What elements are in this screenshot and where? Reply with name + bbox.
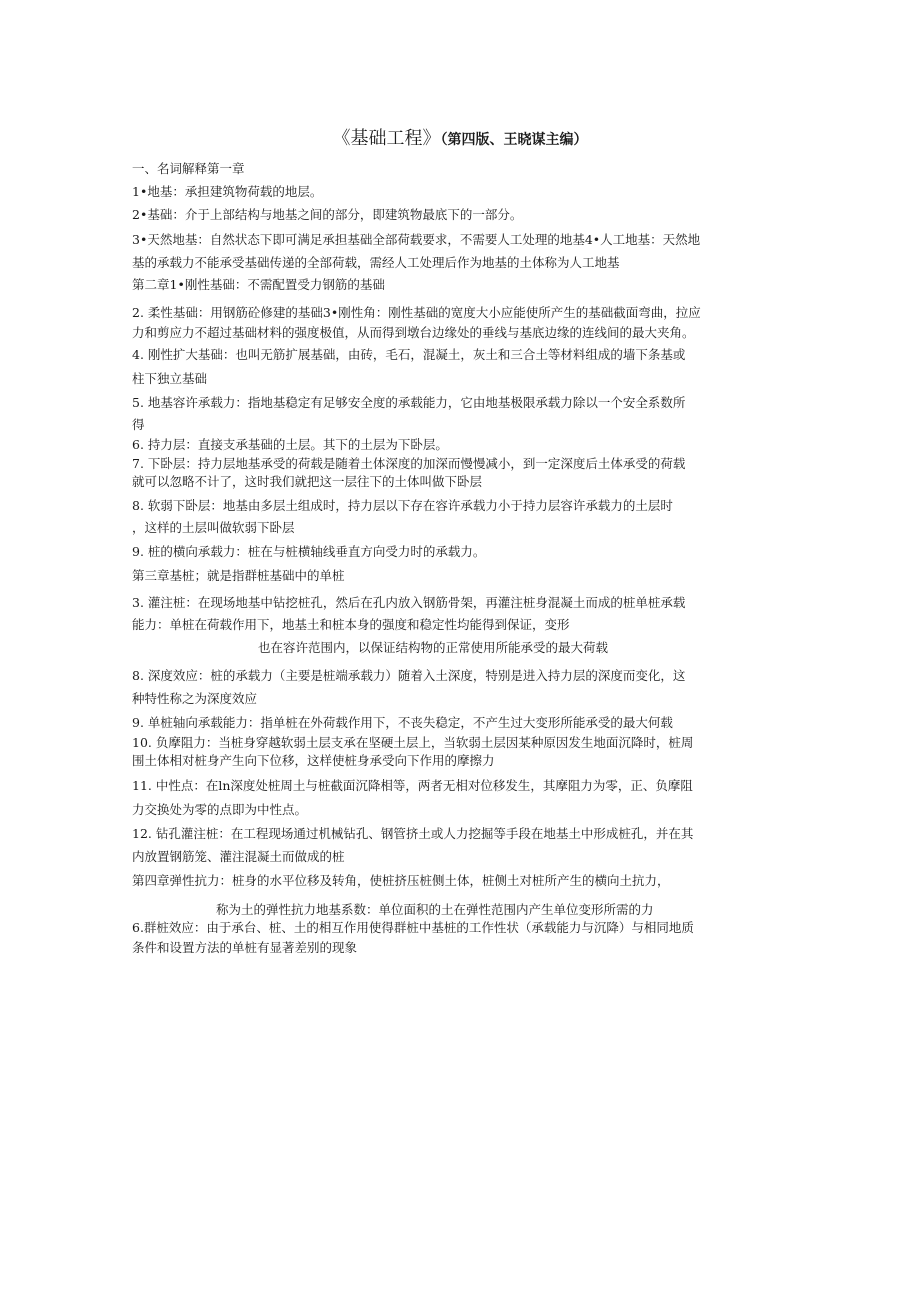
text-line: ，这样的土层叫做软弱下卧层	[132, 520, 295, 535]
text-line: 第二章1•刚性基础：不需配置受力钢筋的基础	[132, 277, 385, 292]
text-line: 3•天然地基：自然状态下即可满足承担基础全部荷载要求，不需要人工处理的地基4•人工地基：天然地	[132, 232, 701, 247]
text-line: 能力：单桩在荷载作用下，地基土和桩本身的强度和稳定性均能得到保证，变形	[132, 617, 570, 632]
text-line: 7. 下卧层：持力层地基承受的荷载是随着土体深度的加深而慢慢减小，到一定深度后土体承受的荷载	[132, 456, 686, 471]
text-line: 第四章弹性抗力：桩身的水平位移及转角，使桩挤压桩侧土体，桩侧土对桩所产生的横向土抗力，	[132, 873, 670, 888]
text-line: 基的承载力不能承受基础传递的全部荷载，需经人工处理后作为地基的土体称为人工地基	[132, 255, 620, 270]
text-line: 10. 负摩阻力：当桩身穿越软弱土层支承在坚硬土层上，当软弱土层因某种原因发生地面沉降时，桩周	[132, 735, 694, 750]
text-line: 2•基础：介于上部结构与地基之间的部分，即建筑物最底下的一部分。	[132, 207, 523, 222]
text-line: 6. 持力层：直接支承基础的土层。其下的土层为下卧层。	[132, 437, 448, 452]
text-line: 种特性称之为深度效应	[132, 691, 258, 706]
text-line: 12. 钻孔灌注桩：在工程现场通过机械钻孔、钢管挤土或人力挖掘等手段在地基土中形成桩孔，并在其	[132, 826, 694, 841]
text-line: 围土体相对桩身产生向下位移，这样使桩身承受向下作用的摩擦力	[132, 753, 495, 768]
text-line: 9. 单桩轴向承载能力：指单桩在外荷载作用下，不丧失稳定，不产生过大变形所能承受的最大何载	[132, 715, 673, 730]
text-line: 柱下独立基础	[132, 371, 208, 386]
text-line: 也在容许范围内，以保证结构物的正常使用所能承受的最大荷载	[258, 640, 609, 655]
text-line: 6.群桩效应：由于承台、桩、土的相互作用使得群桩中基桩的工作性状（承载能力与沉降）与相同地质	[132, 920, 694, 935]
title-main: 《基础工程》	[332, 128, 441, 149]
text-line: 力和剪应力不超过基础材料的强度极值，从而得到墩台边缘处的垂线与基底边缘的连线间的最大夹角。	[132, 325, 695, 340]
text-line: 力交换处为零的点即为中性点。	[132, 802, 308, 817]
text-line: 条件和设置方法的单桩有显著差别的现象	[132, 940, 358, 955]
text-line: 4. 刚性扩大基础：也叫无筋扩展基础，由砖，毛石，混凝土，灰土和三合土等材料组成的墙下条基或	[132, 347, 686, 362]
page-title	[0, 124, 920, 150]
text-line: 就可以忽略不计了，这时我们就把这一层往下的土体叫做下卧层	[132, 474, 483, 489]
text-line: 内放置钢筋笼、灌注混凝土而做成的桩	[132, 849, 345, 864]
text-line: 5. 地基容许承载力：指地基稳定有足够安全度的承载能力，它由地基极限承载力除以一个安全系数所	[132, 395, 686, 410]
text-line: 8. 深度效应：桩的承载力（主要是桩端承载力）随着入土深度，特别是进入持力层的深度而变化，这	[132, 668, 686, 683]
text-line: 3. 灌注桩：在现场地基中钻挖桩孔，然后在孔内放入钢筋骨架，再灌注桩身混凝土而成的桩单桩承载	[132, 595, 686, 610]
text-line: 一、名词解释第一章	[132, 161, 245, 176]
text-line: 第三章基桩；就是指群桩基础中的单桩	[132, 568, 345, 583]
text-line: 1•地基：承担建筑物荷载的地层。	[132, 184, 323, 199]
text-line: 称为土的弹性抗力地基系数：单位面积的土在弹性范围内产生单位变形所需的力	[216, 902, 654, 917]
text-line: 得	[132, 417, 145, 432]
text-line: 11. 中性点：在ln深度处桩周土与桩截面沉降相等，两者无相对位移发生，其摩阻力为零，正、负摩阻	[132, 778, 693, 793]
text-line: 2. 柔性基础：用钢筋砼修建的基础3•刚性角：刚性基础的宽度大小应能使所产生的基础截面弯曲，拉应	[132, 305, 701, 320]
text-line: 9. 桩的横向承载力：桩在与桩横轴线垂直方向受力时的承载力。	[132, 544, 486, 559]
title-subtitle: （第四版、王晓谋主编）	[440, 132, 588, 148]
text-line: 8. 软弱下卧层：地基由多层土组成时，持力层以下存在容许承载力小于持力层容许承载力的土层时	[132, 498, 673, 513]
